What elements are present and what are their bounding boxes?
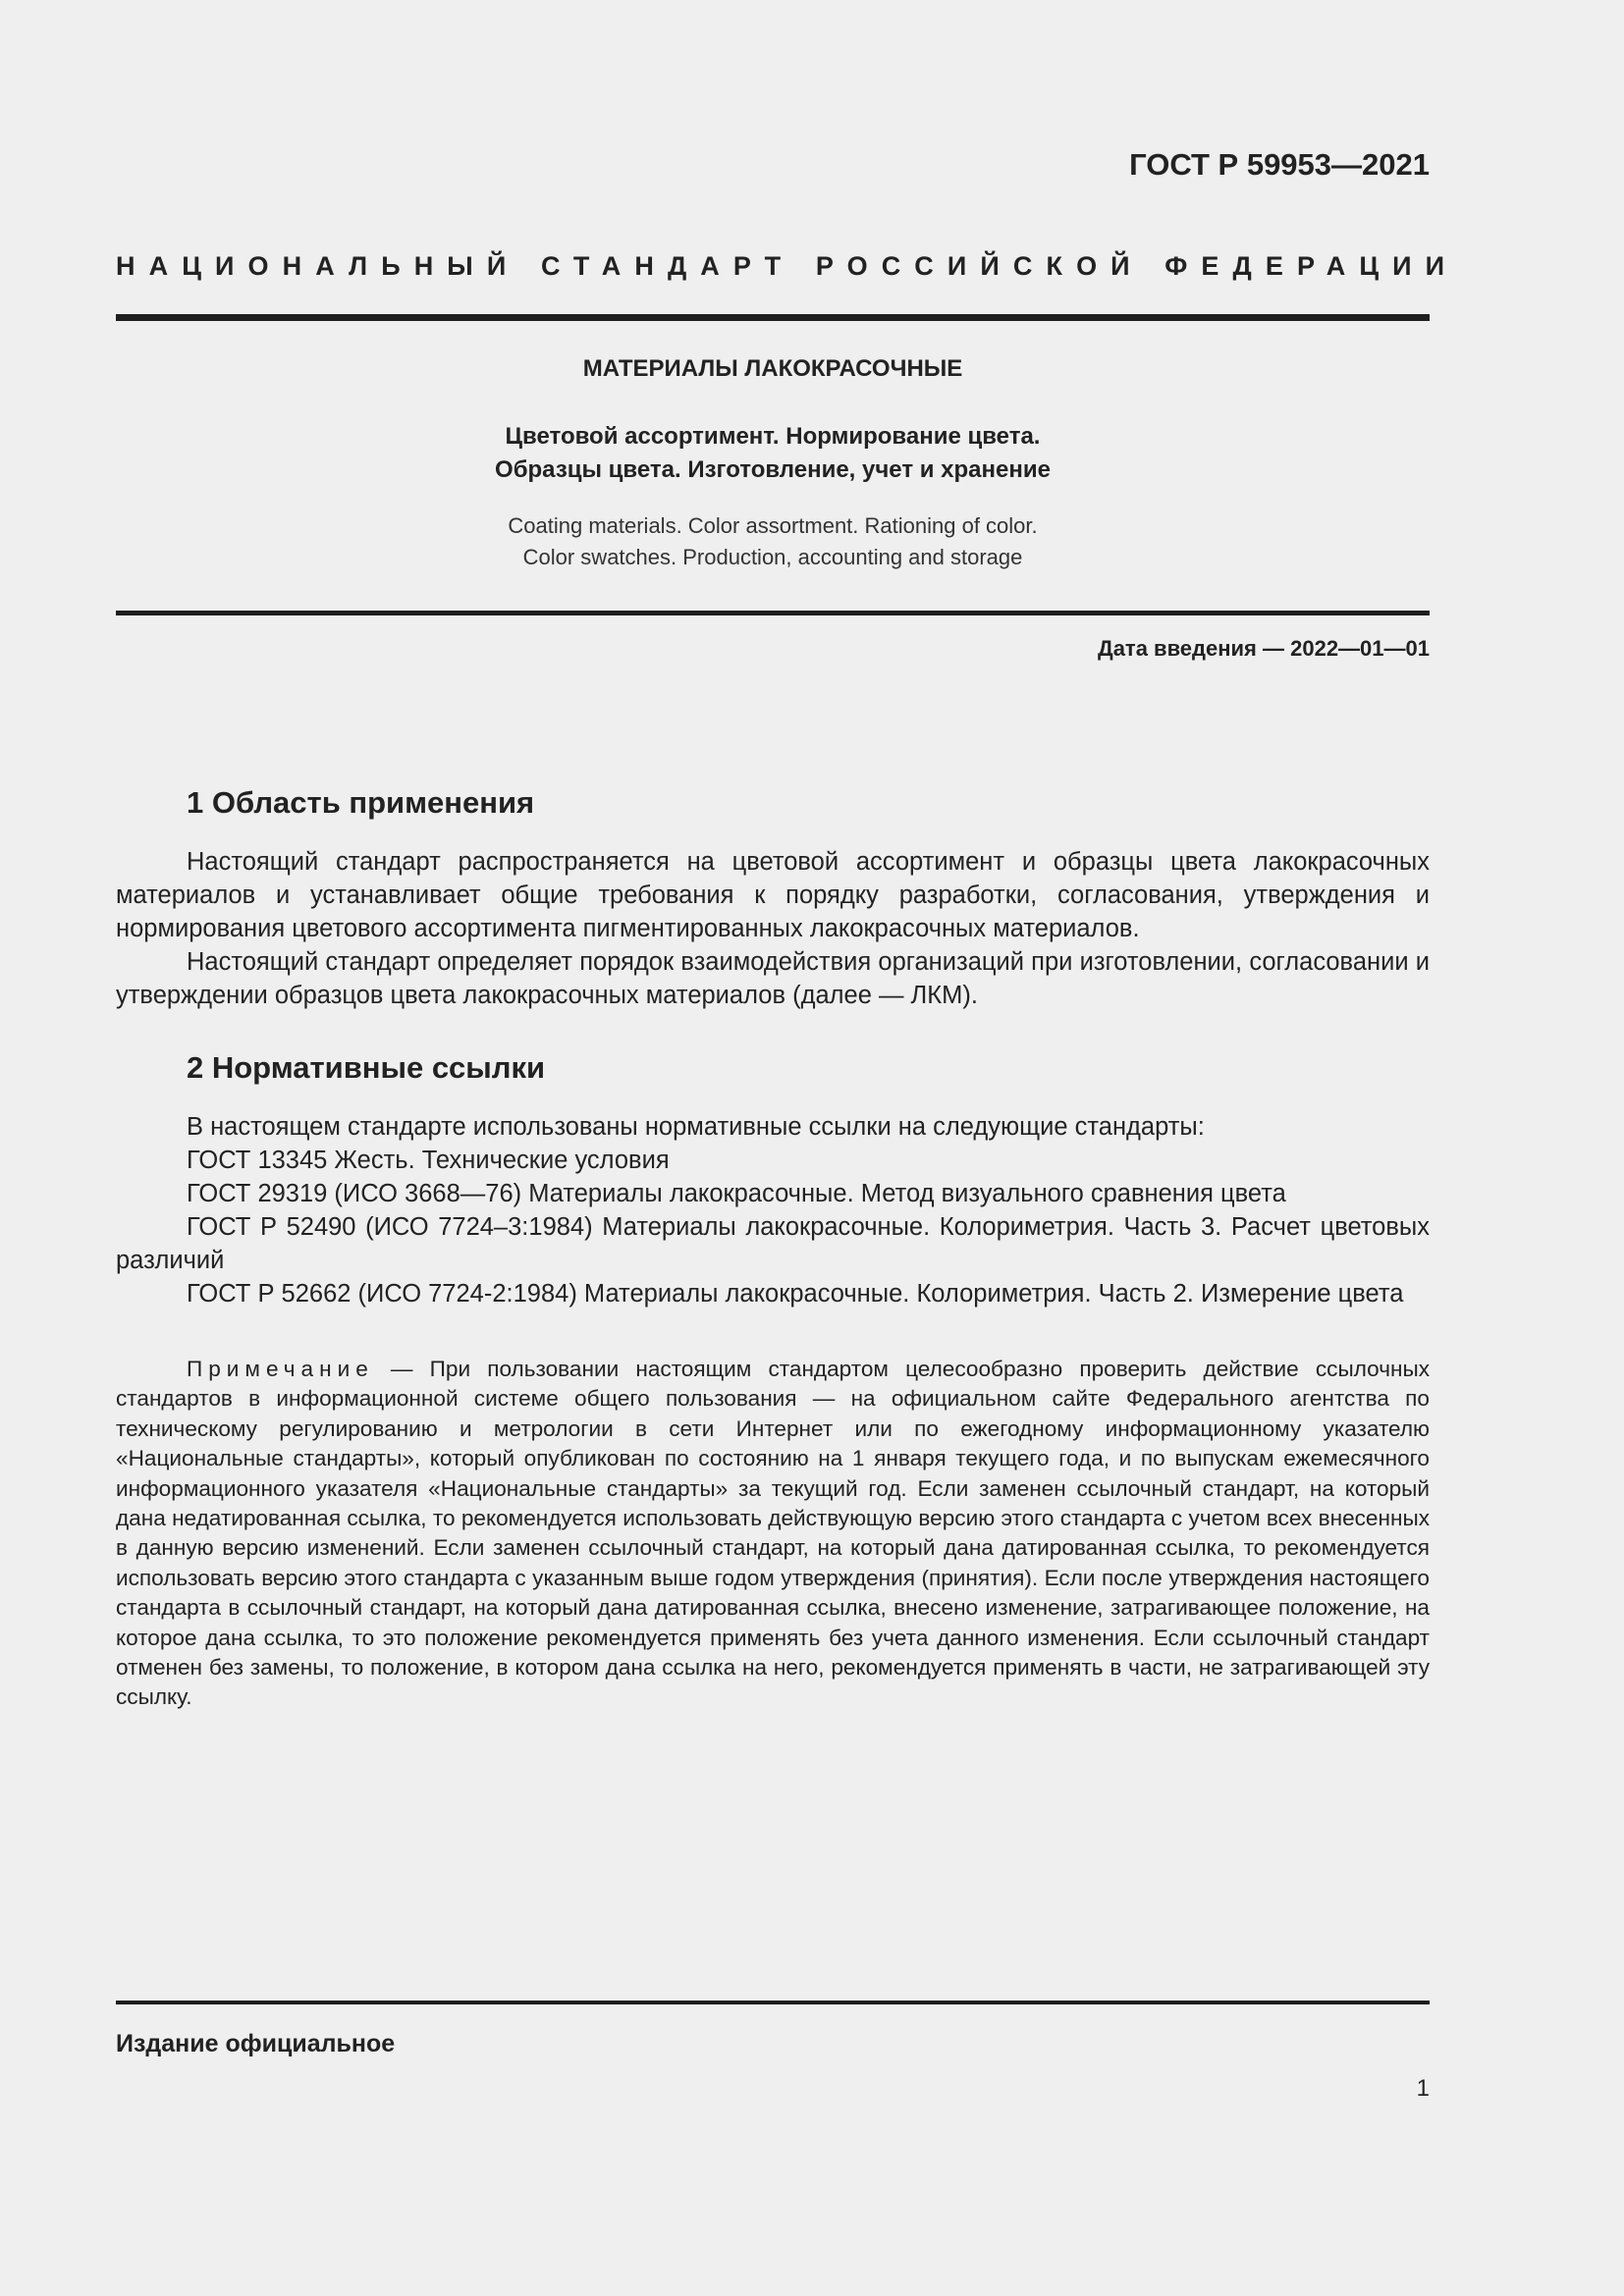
- reference-item: ГОСТ 29319 (ИСО 3668—76) Материалы лакокрасочные. Метод визуального сравнения цвета: [187, 1180, 1286, 1207]
- introduction-date: Дата введения — 2022—01—01: [1098, 636, 1430, 661]
- page-number: 1: [1416, 2075, 1430, 2102]
- english-title: [116, 510, 1430, 573]
- document-code: ГОСТ Р 59953—2021: [1129, 147, 1430, 182]
- section-heading: 2 Нормативные ссылки: [187, 1050, 546, 1085]
- reference-item: ГОСТ Р 52490 (ИСО 7724–3:1984) Материалы лакокрасочные. Колориметрия. Часть 3. Расчет цветовых различий: [116, 1213, 1430, 1274]
- paragraph: Настоящий стандарт определяет порядок взаимодействия организаций при изготовлении, согласовании и утверждении образцов цвета лакокрасочных материалов (далее — ЛКМ).: [116, 948, 1430, 1009]
- note-label: Примечание: [187, 1357, 374, 1381]
- title-divider: [116, 611, 1430, 615]
- subtitle-line: Образцы цвета. Изготовление, учет и хранение: [495, 456, 1051, 483]
- national-standard-banner: НАЦИОНАЛЬНЫЙ СТАНДАРТ РОССИЙСКОЙ ФЕДЕРАЦИИ: [116, 251, 1459, 281]
- paragraph: Настоящий стандарт распространяется на цветовой ассортимент и образцы цвета лакокрасочных материалов и устанавливает общие требования к порядку разработки, согласования, утверждения и нормирования цветового ассортимента пигментированных лакокрасочных материалов.: [116, 848, 1430, 942]
- standard-subtitle: [116, 420, 1430, 487]
- paragraph: В настоящем стандарте использованы нормативные ссылки на следующие стандарты:: [187, 1113, 1205, 1141]
- note-paragraph: [116, 1355, 1430, 1713]
- standard-title: МАТЕРИАЛЫ ЛАКОКРАСОЧНЫЕ: [582, 355, 963, 382]
- footer-divider: [116, 2001, 1430, 2004]
- edition-label: Издание официальное: [116, 2030, 396, 2057]
- reference-item: ГОСТ Р 52662 (ИСО 7724-2:1984) Материалы лакокрасочные. Колориметрия. Часть 2. Измерение цвета: [187, 1280, 1404, 1308]
- subtitle-line: Цветовой ассортимент. Нормирование цвета.: [505, 423, 1041, 450]
- note-text: — При пользовании настоящим стандартом целесообразно проверить действие ссылочных стандартов в информационной системе общего пользования — на официальном сайте Федерального агентства по техническому регулированию и метрологии в сети Интернет или по ежегодному информационному указателю «Национальные стандарты», который опубликован по состоянию на 1 января текущего года, и по выпускам ежемесячного информационного указателя «Национальные стандарты» за текущий год. Если заменен ссылочный стандарт, на который дана недатированная ссылка, то рекомендуется использовать действующую версию этого стандарта с учетом всех внесенных в данную версию изменений. Если заменен ссылочный стандарт, на который дана датированная ссылка, то рекомендуется использовать версию этого стандарта с указанным выше годом утверждения (принятия). Если после утверждения настоящего стандарта в ссылочный стандарт, на который дана датированная ссылка, внесено изменение, затрагивающее положение, на которое дана ссылка, то это положение рекомендуется применять без учета данного изменения. Если ссылочный стандарт отменен без замены, то положение, в котором дана ссылка на него, рекомендуется применять в части, не затрагивающей эту ссылку.: [116, 1357, 1430, 1710]
- english-title-line: Color swatches. Production, accounting and storage: [522, 545, 1023, 569]
- header-divider: [116, 314, 1430, 321]
- english-title-line: Coating materials. Color assortment. Rationing of color.: [508, 513, 1038, 538]
- section-heading: 1 Область применения: [187, 785, 535, 820]
- reference-item: ГОСТ 13345 Жесть. Технические условия: [187, 1147, 670, 1174]
